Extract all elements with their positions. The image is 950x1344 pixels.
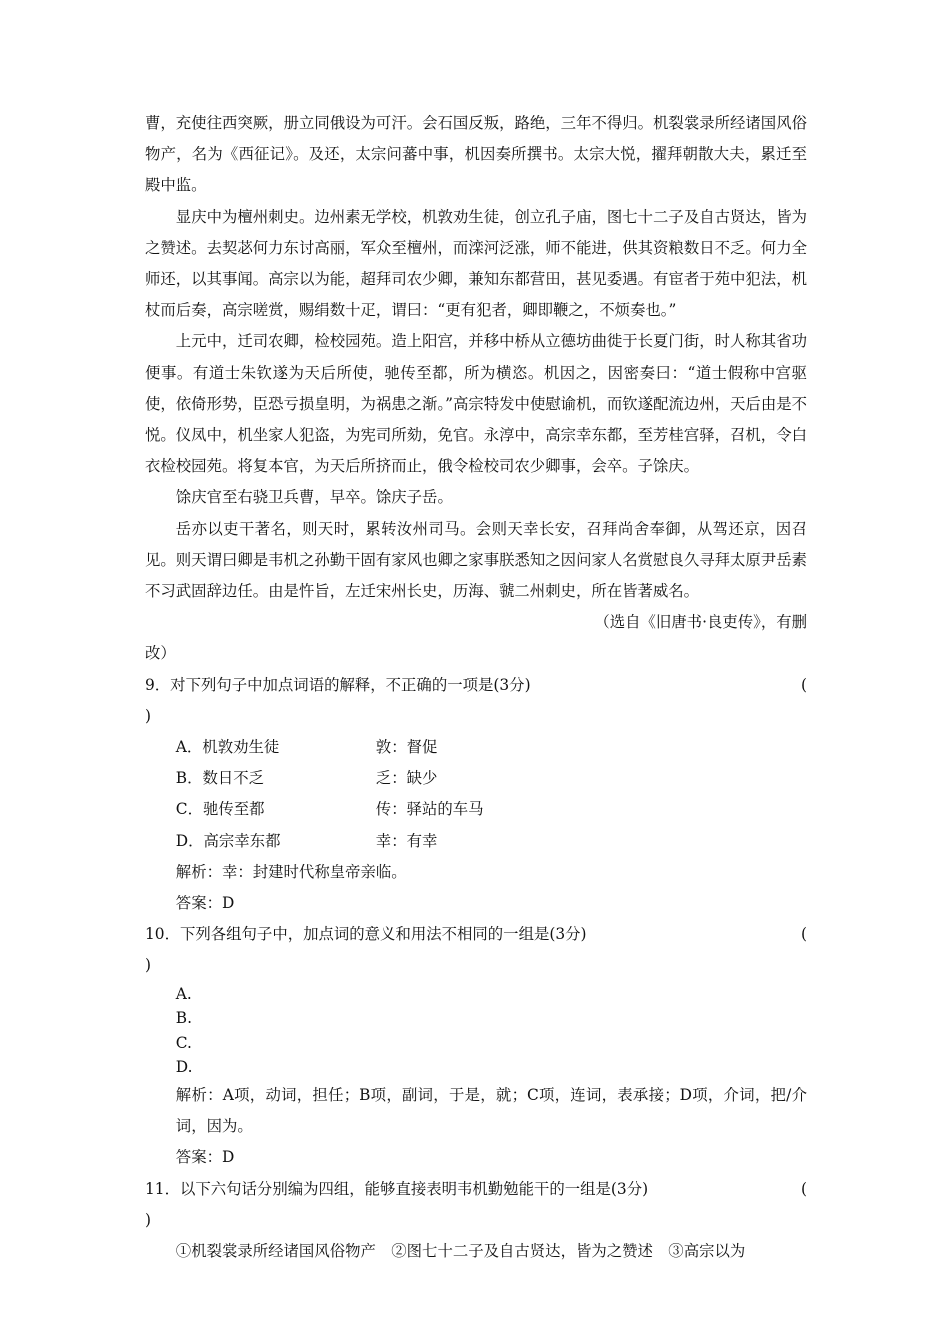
question-11 <box>145 1174 807 1268</box>
option-a: A．机敦劝生徒 敦：督促 <box>175 738 438 757</box>
option-c: C. <box>175 1033 192 1052</box>
passage-paragraph-3: 上元中，迁司农卿，检校园苑。造上阳宫，并移中桥从立德坊曲徙于长夏门街，时人称其省功便事。有道士朱钦遂为天后所使，驰传至都，所为横恣。机因之，因密奏曰：“道士假称中宫驱使，依倚形势，臣恐亏损皇明，为祸患之渐。”高宗特发中使慰谕机，而钦遂配流边州，天后由是不悦。仪凤中，机坐家人犯盗，为宪司所劾，免官。永淳中，高宗幸东都，至芳桂宫驿，召机，令白衣检校园苑。将复本官，为天后所挤而止，俄令检校司农少卿事，会卒。子馀庆。 <box>145 332 807 476</box>
answer-text: 答案：D <box>175 1148 235 1167</box>
analysis-text: 解析：A项，动词，担任；B项，副词，于是，就；C项，连词，表承接；D项，介词，把/介词，因为。 <box>175 1086 807 1136</box>
option-c: C．驰传至都 传：驿站的车马 <box>175 800 484 819</box>
passage-paragraph-1: 曹，充使往西突厥，册立同俄设为可汗。会石国反叛，路绝，三年不得归。机裂裳录所经诸国风俗物产，名为《西征记》。及还，太宗问蕃中事，机因奏所撰书。太宗大悦，擢拜朝散大夫，累迁至殿中监。 <box>145 114 807 195</box>
document-page <box>145 108 807 1267</box>
question-9-stem: 9．对下列句子中加点词语的解释，不正确的一项是(3分) <box>145 675 531 694</box>
option-b: B．数日不乏 乏：缺少 <box>175 769 438 788</box>
analysis-text: 解析：幸：封建时代称皇帝亲临。 <box>175 862 407 881</box>
source-citation: （选自《旧唐书·良吏传》，有删 <box>594 613 807 632</box>
source-citation-continued: 改） <box>145 644 176 663</box>
passage-paragraph-4: 馀庆官至右骁卫兵曹，早卒。馀庆子岳。 <box>175 488 453 507</box>
question-10 <box>145 919 807 1173</box>
option-d: D. <box>175 1058 193 1077</box>
question-11-items: ①机裂裳录所经诸国风俗物产 ②图七十二子及自古贤达，皆为之赞述 ③高宗以为 <box>175 1242 746 1261</box>
passage-paragraph-5: 岳亦以吏干著名，则天时，累转汝州司马。会则天幸长安，召拜尚舍奉御，从驾还京，因召见。则天谓曰卿是韦机之孙勤干固有家风也卿之家事朕悉知之因问家人名赏慰良久寻拜太原尹岳素不习武固辞边任。由是忤旨，左迁宋州长史，历海、虢二州刺史，所在皆著威名。 <box>145 519 807 601</box>
passage-paragraph-2: 显庆中为檀州刺史。边州素无学校，机敦劝生徒，创立孔子庙，图七十二子及自古贤达，皆为之赞述。去契苾何力东讨高丽，军众至檀州，而滦河泛涨，师不能进，供其资粮数日不乏。何力全师还，以其事闻。高宗以为能，超拜司农少卿，兼知东都营田，甚见委遇。有宦者于苑中犯法，机杖而后奏，高宗嗟赏，赐绢数十疋，谓曰：“更有犯者，卿即鞭之，不烦奏也。” <box>145 207 807 320</box>
option-b: B. <box>175 1009 192 1028</box>
option-d: D．高宗幸东都 幸：有幸 <box>175 831 438 850</box>
answer-paren-open: ( <box>800 675 807 694</box>
answer-paren-open: ( <box>800 1179 807 1198</box>
answer-text: 答案：D <box>175 894 235 913</box>
answer-paren-close: ) <box>145 706 152 725</box>
answer-paren-open: ( <box>800 925 807 944</box>
question-9 <box>145 670 807 920</box>
question-11-stem: 11．以下六句话分别编为四组，能够直接表明韦机勤勉能干的一组是(3分) <box>145 1179 649 1198</box>
option-a: A. <box>175 984 192 1003</box>
answer-paren-close: ) <box>145 1210 152 1229</box>
question-10-stem: 10．下列各组句子中，加点词的意义和用法不相同的一组是(3分) <box>145 925 587 944</box>
answer-paren-close: ) <box>145 956 152 975</box>
